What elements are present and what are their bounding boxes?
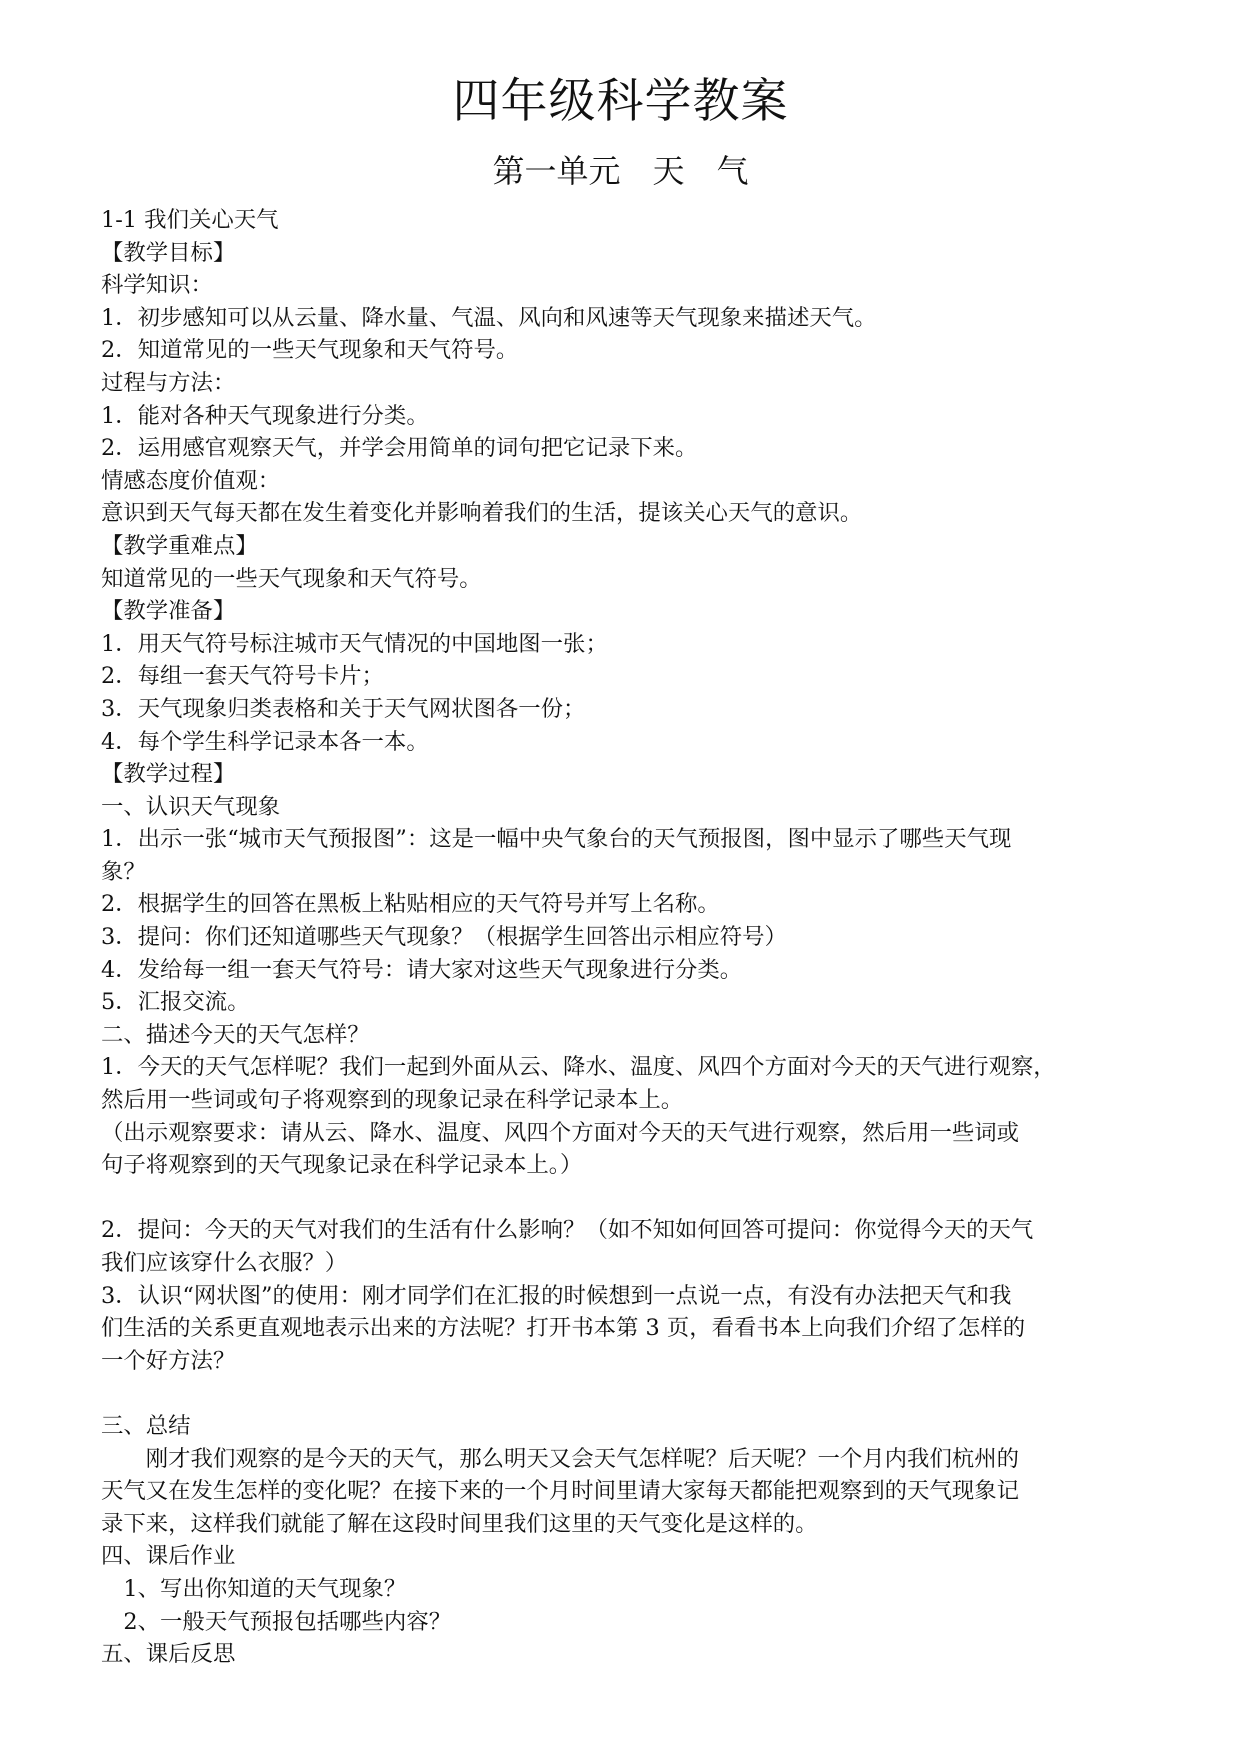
part-heading-3: 三、总结 [101, 1412, 191, 1439]
text-line: 2．提问：今天的天气对我们的生活有什么影响？（如不知如何回答可提问：你觉得今天的天气 [101, 1217, 1034, 1244]
text-line: 2．运用感官观察天气，并学会用简单的词句把它记录下来。 [101, 435, 698, 462]
blank-line [101, 1377, 1141, 1410]
text-line: 2．每组一套天气符号卡片； [101, 663, 384, 690]
section-heading-objectives: 【教学目标】 [101, 239, 236, 266]
text-line: 1．初步感知可以从云量、降水量、气温、风向和风速等天气现象来描述天气。 [101, 304, 877, 331]
text-line: 象？ [101, 858, 146, 885]
text-line: 3．认识“网状图”的使用：刚才同学们在汇报的时候想到一点说一点，有没有办法把天气和我 [101, 1282, 1012, 1309]
unit-subtitle: 第一单元 天 气 [492, 152, 749, 190]
lesson-heading: 1-1 我们关心天气 [101, 207, 279, 233]
text-line: 意识到天气每天都在发生着变化并影响着我们的生活，提该关心天气的意识。 [101, 500, 863, 527]
text-line: 3．天气现象归类表格和关于天气网状图各一份； [101, 695, 586, 722]
text-line: 们生活的关系更直观地表示出来的方法呢？打开书本第 3 页，看看书本上向我们介绍了怎样的 [101, 1315, 1026, 1342]
blank-line [101, 1182, 1141, 1215]
subheading-process-method: 过程与方法： [101, 369, 236, 396]
document-body [101, 204, 1141, 1671]
text-line: 1．出示一张“城市天气预报图”：这是一幅中央气象台的天气预报图，图中显示了哪些天气现 [101, 826, 1012, 853]
text-line: 天气又在发生怎样的变化呢？在接下来的一个月时间里请大家每天都能把观察到的天气现象记 [101, 1478, 1020, 1505]
part-heading-5: 五、课后反思 [101, 1641, 236, 1668]
part-heading-4: 四、课后作业 [101, 1543, 236, 1570]
part-heading-1: 一、认识天气现象 [101, 793, 281, 820]
text-line: 2、一般天气预报包括哪些内容？ [101, 1608, 452, 1635]
text-line: 1．今天的天气怎样呢？我们一起到外面从云、降水、温度、风四个方面对今天的天气进行观察， [101, 1054, 1056, 1081]
document-title: 四年级科学教案 [452, 74, 789, 129]
section-heading-process: 【教学过程】 [101, 761, 236, 788]
text-line: 刚才我们观察的是今天的天气，那么明天又会天气怎样呢？后天呢？一个月内我们杭州的 [101, 1445, 1020, 1472]
text-line: 4．每个学生科学记录本各一本。 [101, 728, 429, 755]
subheading-knowledge: 科学知识： [101, 272, 213, 299]
subheading-attitude-values: 情感态度价值观： [101, 467, 281, 494]
text-line: 3．提问：你们还知道哪些天气现象？（根据学生回答出示相应符号） [101, 924, 787, 951]
text-line: 1．用天气符号标注城市天气情况的中国地图一张； [101, 630, 608, 657]
section-heading-preparation: 【教学准备】 [101, 598, 236, 625]
text-line: 一个好方法？ [101, 1347, 236, 1374]
text-line: 录下来，这样我们就能了解在这段时间里我们这里的天气变化是这样的。 [101, 1510, 818, 1537]
text-line: 4．发给每一组一套天气符号：请大家对这些天气现象进行分类。 [101, 956, 743, 983]
text-line: 我们应该穿什么衣服？） [101, 1250, 348, 1276]
text-line: 1．能对各种天气现象进行分类。 [101, 402, 429, 429]
text-line: 然后用一些词或句子将观察到的现象记录在科学记录本上。 [101, 1087, 684, 1114]
text-line: 句子将观察到的天气现象记录在科学记录本上。） [101, 1152, 583, 1179]
text-line: 1、写出你知道的天气现象？ [101, 1575, 407, 1602]
text-line: 2．根据学生的回答在黑板上粘贴相应的天气符号并写上名称。 [101, 891, 720, 918]
part-heading-2: 二、描述今天的天气怎样？ [101, 1021, 370, 1048]
text-line: 知道常见的一些天气现象和天气符号。 [101, 565, 482, 592]
text-line: 2．知道常见的一些天气现象和天气符号。 [101, 337, 519, 364]
text-line: 5．汇报交流。 [101, 989, 250, 1016]
section-heading-key-points: 【教学重难点】 [101, 532, 258, 559]
text-line: （出示观察要求：请从云、降水、温度、风四个方面对今天的天气进行观察，然后用一些词或 [101, 1119, 1020, 1146]
